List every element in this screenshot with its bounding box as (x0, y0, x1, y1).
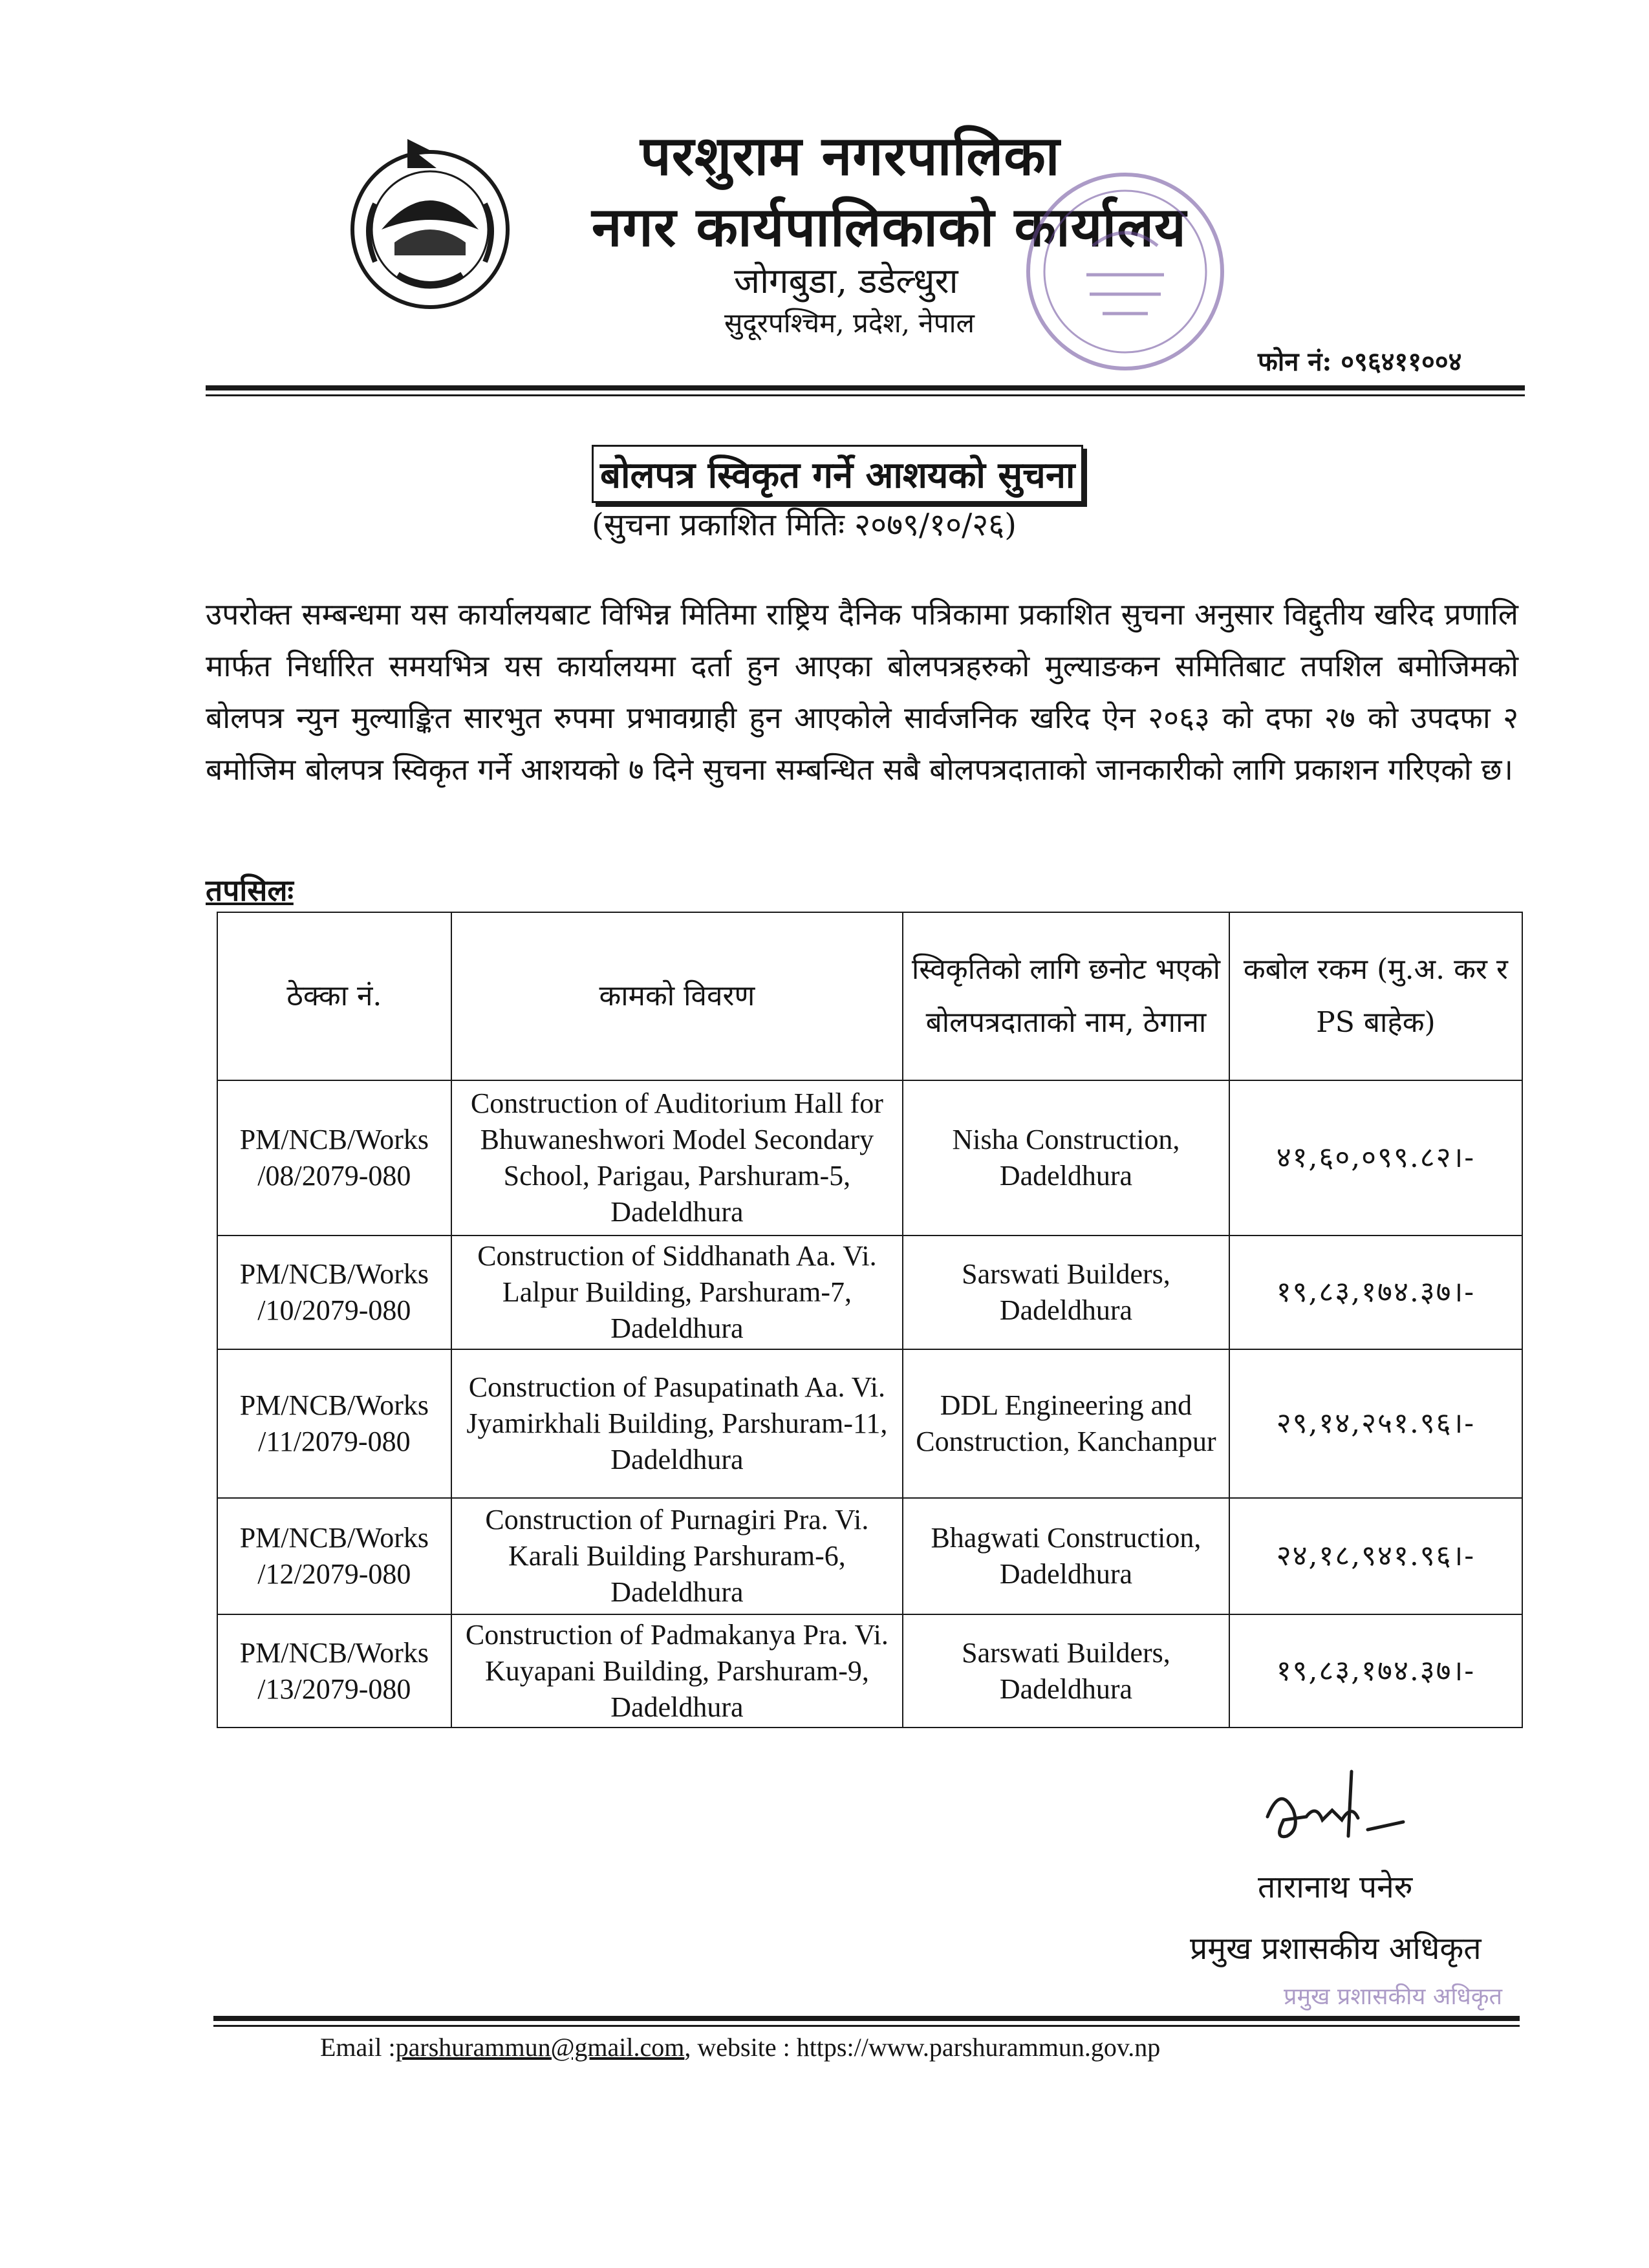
work-description: Construction of Purnagiri Pra. Vi. Karali Building Parshuram-6, Dadeldhura (451, 1498, 903, 1614)
bidder-name: Sarswati Builders, Dadeldhura (903, 1614, 1229, 1728)
bid-amount: ४१,६०,०९९.८२।- (1229, 1080, 1522, 1236)
work-description: Construction of Pasupatinath Aa. Vi. Jyamirkhali Building, Parshuram-11, Dadeldhura (451, 1349, 903, 1498)
footer-divider (213, 2016, 1520, 2021)
bid-amount: १९,८३,१७४.३७।- (1229, 1614, 1522, 1728)
address-line-1: जोगबुडा, डडेल्धुरा (734, 261, 958, 301)
office-name: नगर कार्यपालिकाको कार्यालय (592, 195, 1187, 259)
bidder-name: Nisha Construction, Dadeldhura (903, 1080, 1229, 1236)
contract-no: PM/NCB/Works /11/2079-080 (217, 1349, 451, 1498)
table-header-row (217, 912, 1522, 1080)
contract-no: PM/NCB/Works /08/2079-080 (217, 1080, 451, 1236)
header-selected-bidder: स्विकृतिको लागि छनोट भएको बोलपत्रदाताको नाम, ठेगाना (903, 912, 1229, 1080)
email-link[interactable]: parshurammun@gmail.com (395, 2033, 685, 2062)
contract-no: PM/NCB/Works /10/2079-080 (217, 1236, 451, 1349)
bidder-name: Bhagwati Construction, Dadeldhura (903, 1498, 1229, 1614)
work-description: Construction of Auditorium Hall for Bhuwaneshwori Model Secondary School, Parigau, Parshuram-5, Dadeldhura (451, 1080, 903, 1236)
header-work-description: कामको विवरण (451, 912, 903, 1080)
bid-amount: २९,१४,२५१.९६।- (1229, 1349, 1522, 1498)
header-contract-no: ठेक्का नं. (217, 912, 451, 1080)
email-label: Email : (320, 2033, 396, 2062)
table-row (217, 1349, 1522, 1498)
office-seal-stamp (1015, 162, 1235, 381)
contract-no: PM/NCB/Works /12/2079-080 (217, 1498, 451, 1614)
header-divider (206, 385, 1525, 390)
signatory-title: प्रमुख प्रशासकीय अधिकृत (1190, 1931, 1482, 1967)
bid-amount: २४,१८,९४१.९६।- (1229, 1498, 1522, 1614)
notice-paragraph: उपरोक्त सम्बन्धमा यस कार्यालयबाट विभिन्न मितिमा राष्ट्रिय दैनिक पत्रिकामा प्रकाशित सुचना अनुसार विद्दुतीय खरिद प्रणालि मार्फत निर्धारित समयभित्र यस कार्यालयमा दर्ता हुन आएका बोलपत्रहरुको मुल्याङकन समितिबाट तपशिल बमोजिमको बोलपत्र न्युन मुल्याङ्कित सारभुत रुपमा प्रभावग्राही हुन आएकोले सार्वजनिक खरिद ऐन २०६३ को दफा २७ को उपदफा २ बमोजिम बोलपत्र स्विकृत गर्ने आशयको ७ दिने सुचना सम्बन्धित सबै बोलपत्रदाताको जानकारीको लागि प्रकाशन गरिएको छ। (206, 597, 1518, 787)
bid-amount: १९,८३,१७४.३७।- (1229, 1236, 1522, 1349)
table-row (217, 1236, 1522, 1349)
notice-date: (सुचना प्रकाशित मितिः २०७९/१०/२६) (592, 507, 1017, 543)
address-line-2: सुदूरपश्चिम, प्रदेश, नेपाल (724, 307, 975, 339)
signatory-name: तारानाथ पनेरु (1258, 1869, 1413, 1905)
bidder-name: Sarswati Builders, Dadeldhura (903, 1236, 1229, 1349)
work-description: Construction of Siddhanath Aa. Vi. Lalpur Building, Parshuram-7, Dadeldhura (451, 1236, 903, 1349)
nepal-emblem-logo (336, 133, 524, 320)
details-label: तपसिलः (206, 873, 294, 908)
contract-no: PM/NCB/Works /13/2079-080 (217, 1614, 451, 1728)
table-row (217, 1614, 1522, 1728)
signatory-stamp: प्रमुख प्रशासकीय अधिकृत (1284, 1984, 1502, 2010)
work-description: Construction of Padmakanya Pra. Vi. Kuyapani Building, Parshuram-9, Dadeldhura (451, 1614, 903, 1728)
website-text[interactable]: , website : https://www.parshurammun.gov.np (684, 2033, 1161, 2062)
phone-number: फोन नं: ०९६४११००४ (1258, 347, 1462, 377)
table-row (217, 1080, 1522, 1236)
bid-table (217, 912, 1523, 1728)
bidder-name: DDL Engineering and Construction, Kanchanpur (903, 1349, 1229, 1498)
header-divider-thin (206, 394, 1525, 396)
header-bid-amount: कबोल रकम (मु.अ. कर र PS बाहेक) (1229, 912, 1522, 1080)
footer-contact (320, 2032, 1160, 2062)
handwritten-signature (1255, 1759, 1423, 1856)
footer-divider-thin (213, 2025, 1520, 2027)
table-row (217, 1498, 1522, 1614)
municipality-name: परशुराम नगरपालिका (640, 123, 1061, 187)
notice-title: बोलपत्र स्विकृत गर्ने आशयको सुचना (592, 445, 1083, 503)
